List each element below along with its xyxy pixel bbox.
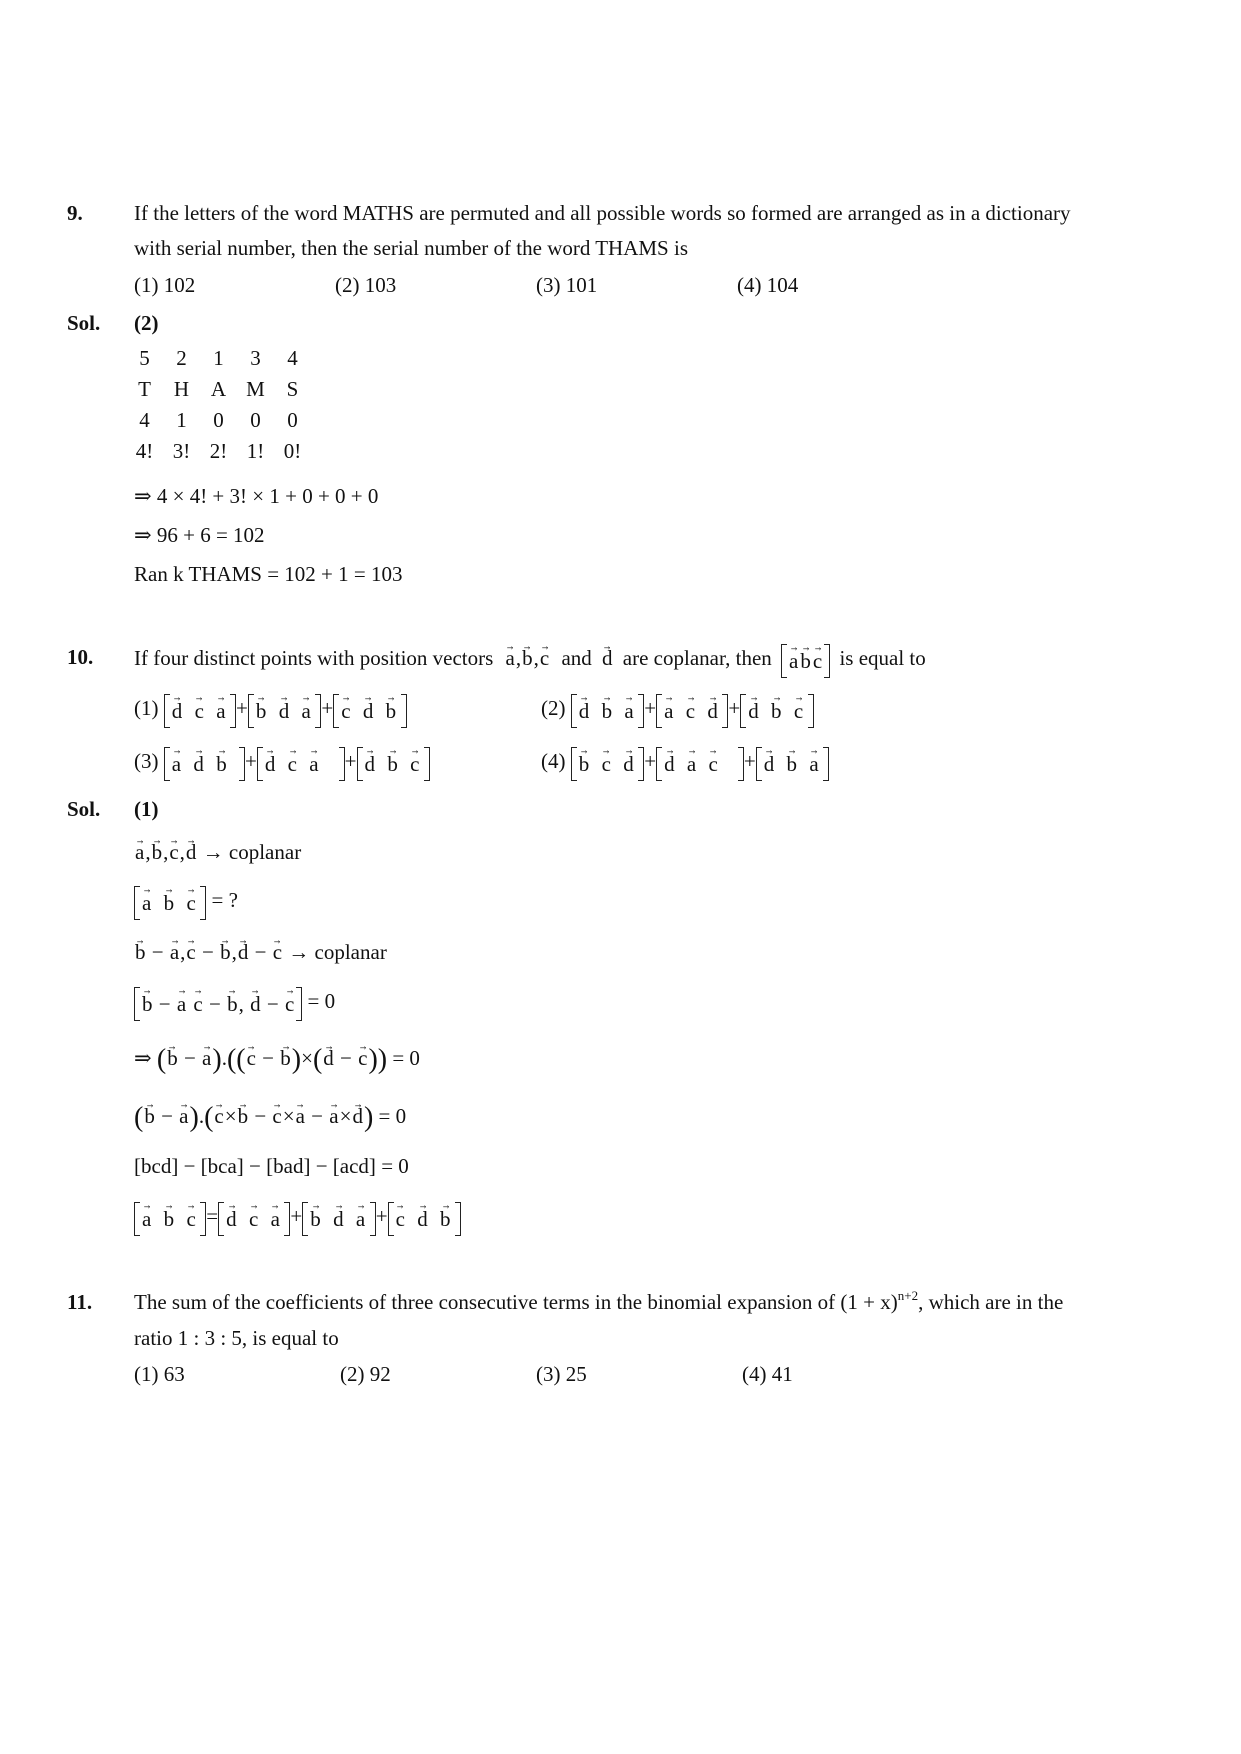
question-9-option-1: (1) 102 [134,273,196,297]
box-product: d → b → c → [357,750,430,776]
question-10-text-mid: are coplanar, then [622,645,772,670]
box-product: b → d → a → [302,1205,375,1231]
question-10-option-2: (2) d → b → a → + a → c → d → + d → b → c → [541,697,814,723]
grid-cell: 0 [250,408,261,432]
box-product: c → d → b → [333,697,406,723]
question-11-option-3: (3) 25 [536,1362,587,1386]
grid-cell: 4 [287,346,298,370]
grid-row [126,436,311,467]
box-product: b → d → a → [248,697,321,723]
vectors-abc: a →,b →,c → [505,646,551,670]
grid-cell: 1 [176,408,187,432]
grid-row [126,374,311,405]
step-text: → coplanar [288,940,387,964]
box-product: d → b → a → [571,697,644,723]
box-product: b → c → d → [571,750,644,776]
question-11-option-2: (2) 92 [340,1362,391,1386]
question-11-text-post: , which are in the [918,1290,1064,1314]
solution-10-step-1: a →,b →,c →,d → → coplanar [134,842,301,863]
question-11-text-line1 [134,1288,1064,1314]
box-product: d → b → c → [740,697,813,723]
step-part: [acd] [332,1154,376,1178]
solution-9-step-3: Ran k THAMS = 102 + 1 = 103 [134,562,403,586]
solution-10-step-8: a → b → c → = d → c → a → + b → d → a → + c → d → b → [134,1205,461,1231]
grid-row [126,343,311,374]
solution-10-step-3: b → − a →,c → − b →,d → − c → → coplanar [134,942,387,963]
box-product: a → b → c → [134,889,206,915]
box-product: a → c → d → [656,697,728,723]
grid-cell: M [246,377,265,401]
box-product: d → a → c → [656,750,744,776]
option-label: (3) [134,748,159,773]
box-product: c → d → b → [388,1205,461,1231]
box-product: a → b → c → [134,1205,206,1231]
solution-10-step-5: ⇒ (b → − a →).((c → − b →)×(d → − c →)) = 0 [134,1046,420,1074]
grid-cell: 3 [250,346,261,370]
grid-cell: S [286,377,299,401]
grid-cell: 3! [172,439,191,463]
question-9-option-3: (3) 101 [536,273,598,297]
box-product: d → c → a → [257,750,345,776]
step-text: → coplanar [202,840,302,864]
grid-cell: 0! [283,439,302,463]
question-11-option-4: (4) 41 [742,1362,793,1386]
rank-grid [126,343,311,467]
vector-d: d → [601,648,614,669]
box-product: d → b → a → [756,750,829,776]
grid-cell: 4! [135,439,154,463]
question-10-text-post: is equal to [839,645,926,670]
step-text: = 0 [378,1104,407,1128]
step-part: [bad] [266,1154,311,1178]
question-10-text-and: and [561,645,592,670]
question-10-solution-label: Sol. [67,797,101,821]
option-label: (1) [134,695,159,720]
question-10-option-1: (1) d → c → a → + b → d → a → + c → d → b → [134,697,407,723]
box-product: b → − a → c → − b →, d → − c → [134,990,302,1016]
question-10-text [134,647,926,673]
step-text: = 0 [307,988,336,1013]
grid-cell: T [138,377,151,401]
question-10-answer: (1) [134,797,159,821]
solution-9-step-1: ⇒ 4 × 4! + 3! × 1 + 0 + 0 + 0 [134,484,379,508]
question-10-number: 10. [67,645,94,669]
grid-row [126,405,311,436]
question-9-number: 9. [67,201,83,225]
question-9-solution-label: Sol. [67,311,101,335]
box-product: d → c → a → [164,697,236,723]
grid-cell: 2 [176,346,187,370]
grid-cell: 5 [139,346,150,370]
solution-10-step-6: (b → − a →).(c →×b → − c →×a → − a →×d →) = 0 [134,1104,406,1132]
exponent: n+2 [897,1288,919,1303]
box-product: a → d → b → [164,750,245,776]
question-11-number: 11. [67,1290,93,1314]
option-label: (4) [541,748,566,773]
solution-9-step-2: ⇒ 96 + 6 = 102 [134,523,265,547]
step-text: = 0 [392,1046,420,1070]
box-product-abc: a →b →c → [781,647,830,673]
question-9-text-line2: with serial number, then the serial number of the word THAMS is [134,236,688,260]
solution-10-step-2 [134,889,238,915]
option-label: (2) [541,695,566,720]
grid-cell: 4 [139,408,150,432]
step-text: = 0 [381,1154,409,1178]
question-11-text-line2: ratio 1 : 3 : 5, is equal to [134,1326,339,1350]
grid-cell: 1 [213,346,224,370]
grid-cell: A [210,377,227,401]
step-text: = ? [211,887,238,912]
question-9-text-line1: If the letters of the word MATHS are permuted and all possible words so formed are arranged as in a dictionary [134,201,1071,225]
question-10-option-4: (4) b → c → d → + d → a → c → + d → b → a → [541,750,829,776]
question-10-option-3: (3) a → d → b → + d → c → a → + d → b → c → [134,750,430,776]
solution-10-step-7: [bcd] − [bca] − [bad] − [acd] = 0 [134,1154,409,1178]
solution-10-step-4 [134,990,335,1016]
grid-cell: H [173,377,190,401]
step-part: [bcd] [134,1154,179,1178]
question-11-text-pre: The sum of the coefficients of three consecutive terms in the binomial expansion of (1 + x) [134,1290,898,1314]
grid-cell: 0 [213,408,224,432]
question-9-option-4: (4) 104 [737,273,799,297]
grid-cell: 1! [246,439,265,463]
question-9-option-2: (2) 103 [335,273,397,297]
box-product: d → c → a → [218,1205,290,1231]
grid-cell: 2! [209,439,228,463]
grid-cell: 0 [287,408,298,432]
step-part: [bca] [200,1154,244,1178]
question-11-option-1: (1) 63 [134,1362,185,1386]
question-10-text-pre: If four distinct points with position vectors [134,645,494,670]
question-9-answer: (2) [134,311,159,335]
